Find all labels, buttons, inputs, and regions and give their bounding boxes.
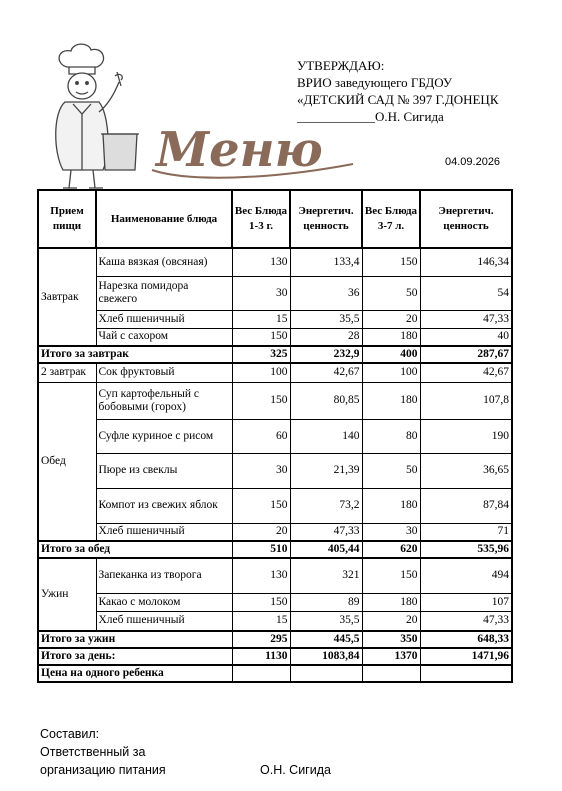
- weight-3-7-cell: 20: [362, 310, 420, 328]
- day-total-energy-2: 1471,96: [420, 648, 512, 665]
- approval-line: ВРИО заведующего ГБДОУ: [297, 75, 453, 90]
- total-weight-3-7: 400: [362, 346, 420, 363]
- total-energy-2: 648,33: [420, 631, 512, 648]
- weight-1-3-cell: 100: [232, 363, 290, 382]
- price-weight-1-3: [232, 665, 290, 682]
- energy-2-cell: 107,8: [420, 382, 512, 419]
- weight-1-3-cell: 15: [232, 310, 290, 328]
- table-row: [38, 276, 512, 310]
- total-label: Итого за ужин: [38, 631, 232, 648]
- day-total-row: [38, 648, 512, 665]
- dish-cell: Чай с сахором: [96, 328, 232, 346]
- meal-cell: Обед: [38, 382, 96, 541]
- meal-cell: 2 завтрак: [38, 363, 96, 382]
- energy-1-cell: 35,5: [290, 611, 362, 631]
- energy-1-cell: 80,85: [290, 382, 362, 419]
- approval-block: [297, 57, 499, 125]
- weight-1-3-cell: 130: [232, 558, 290, 593]
- energy-2-cell: 40: [420, 328, 512, 346]
- price-weight-3-7: [362, 665, 420, 682]
- price-energy-2: [420, 665, 512, 682]
- energy-2-cell: 47,33: [420, 310, 512, 328]
- weight-1-3-cell: 150: [232, 328, 290, 346]
- table-header-row: [38, 190, 512, 248]
- table-row: [38, 382, 512, 419]
- menu-logo: [148, 120, 358, 186]
- energy-1-cell: 35,5: [290, 310, 362, 328]
- weight-3-7-cell: 50: [362, 276, 420, 310]
- dish-cell: Каша вязкая (овсяная): [96, 248, 232, 276]
- composed-label: Составил:: [40, 727, 100, 741]
- total-row: [38, 346, 512, 363]
- day-total-label: Итого за день:: [38, 648, 232, 665]
- approval-line: ____________О.Н. Сигида: [297, 109, 444, 124]
- header-meal: Прием пищи: [38, 190, 96, 248]
- dish-cell: Суп картофельный с бобовыми (горох): [96, 382, 232, 419]
- responsible-line: Ответственный за: [40, 745, 146, 759]
- weight-1-3-cell: 15: [232, 611, 290, 631]
- weight-1-3-cell: 30: [232, 453, 290, 488]
- energy-2-cell: 146,34: [420, 248, 512, 276]
- weight-3-7-cell: 30: [362, 523, 420, 541]
- price-label: Цена на одного ребенка: [38, 665, 232, 682]
- approval-line: «ДЕТСКИЙ САД № 397 Г.ДОНЕЦК: [297, 92, 499, 107]
- table-row: [38, 248, 512, 276]
- weight-3-7-cell: 150: [362, 248, 420, 276]
- table-row: [38, 328, 512, 346]
- total-energy-1: 445,5: [290, 631, 362, 648]
- weight-1-3-cell: 150: [232, 382, 290, 419]
- total-energy-1: 405,44: [290, 541, 362, 558]
- energy-1-cell: 133,4: [290, 248, 362, 276]
- menu-table: [37, 189, 513, 683]
- weight-3-7-cell: 80: [362, 419, 420, 453]
- dish-cell: Какао с молоком: [96, 593, 232, 611]
- weight-1-3-cell: 150: [232, 488, 290, 523]
- energy-1-cell: 47,33: [290, 523, 362, 541]
- dish-cell: Суфле куриное с рисом: [96, 419, 232, 453]
- menu-logo-text: Меню: [156, 122, 323, 178]
- dish-cell: Хлеб пшеничный: [96, 523, 232, 541]
- energy-1-cell: 36: [290, 276, 362, 310]
- total-label: Итого за обед: [38, 541, 232, 558]
- table-row: [38, 310, 512, 328]
- energy-1-cell: 140: [290, 419, 362, 453]
- weight-3-7-cell: 100: [362, 363, 420, 382]
- energy-1-cell: 21,39: [290, 453, 362, 488]
- energy-2-cell: 494: [420, 558, 512, 593]
- weight-3-7-cell: 20: [362, 611, 420, 631]
- dish-cell: Компот из свежих яблок: [96, 488, 232, 523]
- table-row: [38, 363, 512, 382]
- weight-3-7-cell: 150: [362, 558, 420, 593]
- chef-illustration: [45, 42, 140, 192]
- signature-name: О.Н. Сигида: [260, 763, 331, 777]
- energy-2-cell: 107: [420, 593, 512, 611]
- weight-1-3-cell: 150: [232, 593, 290, 611]
- day-total-weight-1-3: 1130: [232, 648, 290, 665]
- weight-1-3-cell: 20: [232, 523, 290, 541]
- energy-2-cell: 190: [420, 419, 512, 453]
- total-weight-1-3: 325: [232, 346, 290, 363]
- total-label: Итого за завтрак: [38, 346, 232, 363]
- price-energy-1: [290, 665, 362, 682]
- table-row: [38, 611, 512, 631]
- total-weight-1-3: 510: [232, 541, 290, 558]
- energy-2-cell: 87,84: [420, 488, 512, 523]
- total-weight-1-3: 295: [232, 631, 290, 648]
- total-energy-2: 535,96: [420, 541, 512, 558]
- energy-2-cell: 36,65: [420, 453, 512, 488]
- weight-3-7-cell: 180: [362, 488, 420, 523]
- dish-cell: Хлеб пшеничный: [96, 310, 232, 328]
- responsible-line: организацию питания: [40, 763, 166, 777]
- table-row: [38, 453, 512, 488]
- energy-1-cell: 89: [290, 593, 362, 611]
- dish-cell: Нарезка помидора свежего: [96, 276, 232, 310]
- approval-line: УТВЕРЖДАЮ:: [297, 58, 385, 73]
- table-row: [38, 593, 512, 611]
- price-row: [38, 665, 512, 682]
- header-weight-1-3: Вес Блюда 1-3 г.: [232, 190, 290, 248]
- table-row: [38, 488, 512, 523]
- dish-cell: Сок фруктовый: [96, 363, 232, 382]
- dish-cell: Пюре из свеклы: [96, 453, 232, 488]
- table-row: [38, 419, 512, 453]
- header-energy-1: Энергетич. ценность: [290, 190, 362, 248]
- header-energy-2: Энергетич. ценность: [420, 190, 512, 248]
- total-energy-2: 287,67: [420, 346, 512, 363]
- dish-cell: Запеканка из творога: [96, 558, 232, 593]
- energy-1-cell: 42,67: [290, 363, 362, 382]
- meal-cell: Ужин: [38, 558, 96, 631]
- energy-1-cell: 321: [290, 558, 362, 593]
- weight-1-3-cell: 60: [232, 419, 290, 453]
- total-weight-3-7: 620: [362, 541, 420, 558]
- energy-2-cell: 54: [420, 276, 512, 310]
- total-row: [38, 541, 512, 558]
- total-weight-3-7: 350: [362, 631, 420, 648]
- energy-1-cell: 28: [290, 328, 362, 346]
- table-row: [38, 523, 512, 541]
- dish-cell: Хлеб пшеничный: [96, 611, 232, 631]
- table-row: [38, 558, 512, 593]
- day-total-weight-3-7: 1370: [362, 648, 420, 665]
- footer: [40, 725, 331, 779]
- energy-1-cell: 73,2: [290, 488, 362, 523]
- weight-1-3-cell: 130: [232, 248, 290, 276]
- weight-3-7-cell: 180: [362, 328, 420, 346]
- menu-table-body: [38, 248, 512, 682]
- header-dish: Наименование блюда: [96, 190, 232, 248]
- total-row: [38, 631, 512, 648]
- energy-2-cell: 42,67: [420, 363, 512, 382]
- day-total-energy-1: 1083,84: [290, 648, 362, 665]
- weight-3-7-cell: 50: [362, 453, 420, 488]
- energy-2-cell: 71: [420, 523, 512, 541]
- weight-3-7-cell: 180: [362, 593, 420, 611]
- total-energy-1: 232,9: [290, 346, 362, 363]
- weight-1-3-cell: 30: [232, 276, 290, 310]
- header-weight-3-7: Вес Блюда 3-7 л.: [362, 190, 420, 248]
- energy-2-cell: 47,33: [420, 611, 512, 631]
- meal-cell: Завтрак: [38, 248, 96, 346]
- weight-3-7-cell: 180: [362, 382, 420, 419]
- menu-date: 04.09.2026: [445, 156, 501, 168]
